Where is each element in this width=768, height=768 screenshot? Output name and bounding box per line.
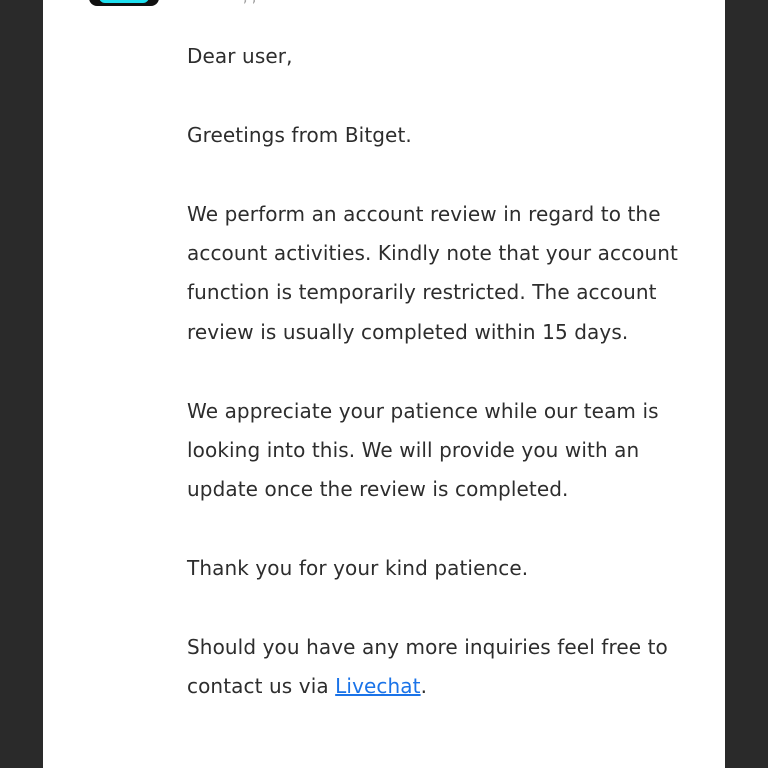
thanks-line: Thank you for your kind patience.	[187, 556, 529, 581]
intro-line: Greetings from Bitget.	[187, 122, 412, 147]
header-fragment	[243, 0, 383, 4]
contact-line	[187, 628, 715, 707]
greeting: Dear user,	[187, 44, 293, 68]
logo-accent	[99, 0, 149, 3]
email-body	[187, 37, 715, 746]
patience-notice: We appreciate your patience while our team is looking into this. We will provide you with an update once the review is completed.	[187, 398, 659, 502]
review-notice: We perform an account review in regard to the account activities. Kindly note that your account function is temporarily restricted. The account review is usually completed within 15 days.	[187, 201, 679, 344]
contact-suffix: .	[420, 674, 428, 699]
bitget-logo	[89, 0, 159, 6]
livechat-link[interactable]: Livechat	[335, 674, 421, 699]
contact-prefix: Should you have any more inquiries feel free to contact us via	[187, 635, 668, 699]
email-card	[43, 0, 725, 768]
